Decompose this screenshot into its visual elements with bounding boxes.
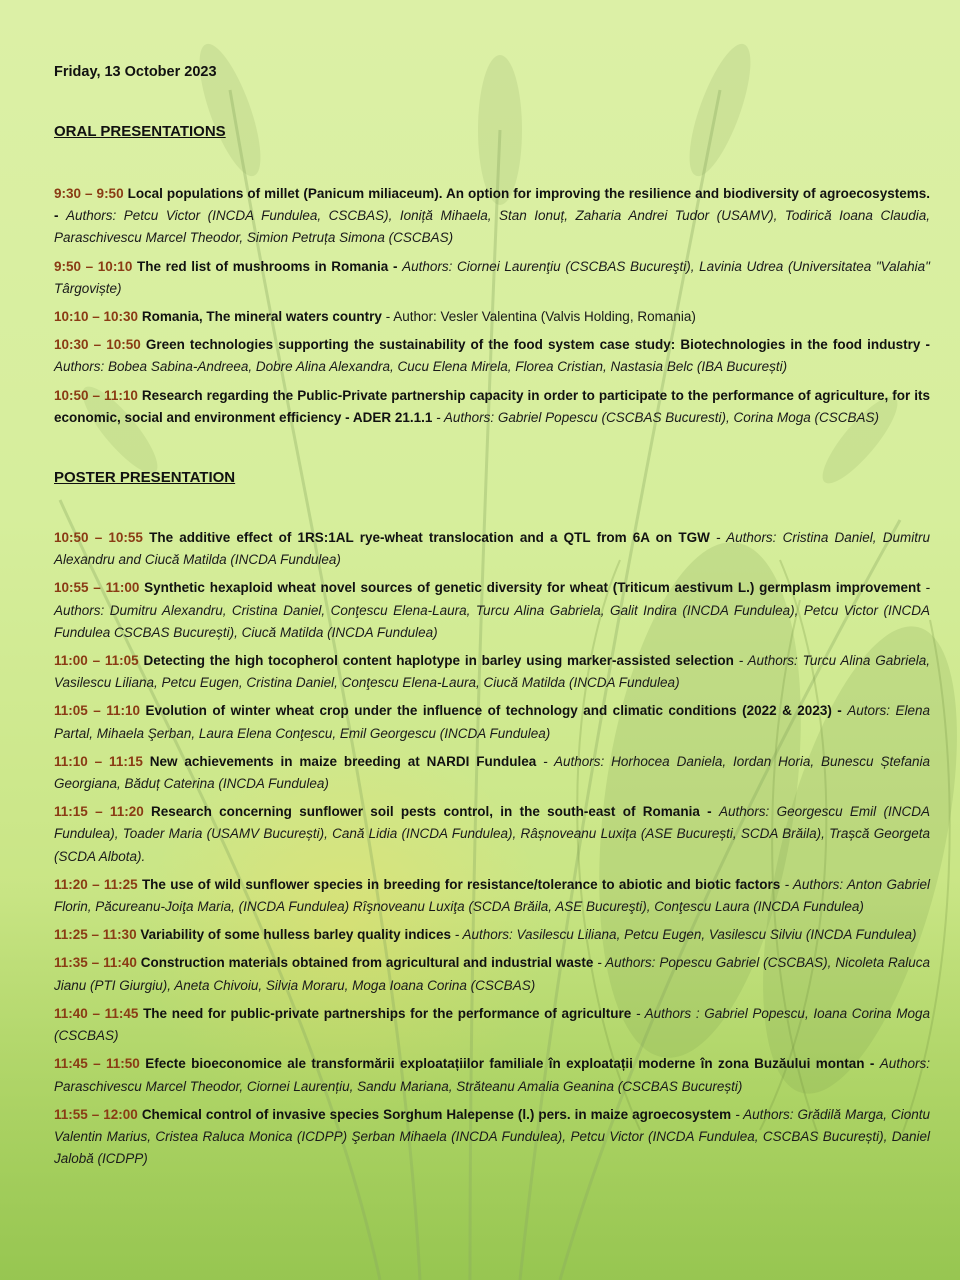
poster-authors: - Authors: Popescu Gabriel (CSCBAS), Nicoleta Raluca Jianu (PTI Giurgiu), Aneta Chivoiu, Silvia Moraru, Moga Ioana Corina (CSCBAS) — [54, 955, 931, 993]
poster-title: Detecting the high tocopherol content haplotype in barley using marker-assisted selection — [143, 653, 734, 669]
poster-authors: - Authors: Horhocea Daniela, Iordan Horia, Bunescu Ștefania Georgiana, Băduț Caterina (INCDA Fundulea) — [54, 753, 930, 792]
poster-item — [54, 924, 930, 946]
poster-authors: - Authors : Gabriel Popescu, Ioana Corina Moga (CSCBAS) — [54, 1005, 930, 1044]
oral-authors: Authors: Bobea Sabina-Andreea, Dobre Alina Alexandra, Cucu Elena Mirela, Florea Cristian, Nastasia Belc (IBA București) — [54, 359, 788, 375]
oral-authors: - Authors: Gabriel Popescu (CSCBAS Bucuresti), Corina Moga (CSCBAS) — [436, 409, 880, 425]
poster-time: 11:55 – 12:00 — [54, 1106, 138, 1122]
poster-time: 10:55 – 11:00 — [54, 580, 140, 596]
poster-time: 11:45 – 11:50 — [54, 1056, 140, 1072]
poster-time: 11:00 – 11:05 — [54, 653, 139, 669]
poster-title: Construction materials obtained from agricultural and industrial waste — [140, 955, 594, 971]
poster-item — [54, 650, 930, 694]
oral-presentations-heading: ORAL PRESENTATIONS — [54, 123, 226, 140]
oral-authors: Authors: Ciornei Laurenţiu (CSCBAS Bucureşti), Lavinia Udrea (Universitatea "Valahia" Târgoviște) — [54, 258, 930, 296]
schedule-page — [54, 56, 930, 1176]
poster-title: The use of wild sunflower species in breeding for resistance/tolerance to abiotic and biotic factors — [141, 876, 781, 892]
oral-title: Local populations of millet (Panicum miliaceum). An option for improving the resilience and biodiversity of agroecosystems. - — [54, 186, 930, 224]
poster-time: 11:25 – 11:30 — [54, 927, 137, 943]
oral-authors: - Author: Vesler Valentina (Valvis Holding, Romania) — [385, 309, 696, 325]
poster-presentation-heading: POSTER PRESENTATION — [54, 469, 236, 487]
poster-title: Efecte bioeconomice ale transformării exploatațiilor familiale în exploatații moderne în zona Buzăului montan - — [145, 1056, 875, 1072]
poster-authors: - Authors: Cristina Daniel, Dumitru Alexandru and Ciucă Matilda (INCDA Fundulea) — [54, 530, 930, 568]
poster-time: 11:15 – 11:20 — [54, 804, 144, 820]
oral-time: 9:50 – 10:10 — [54, 258, 133, 274]
oral-authors: Authors: Petcu Victor (INCDA Fundulea, CSCBAS), Ioniță Mihaela, Stan Ionuț, Zaharia Andrei Tudor (USAMV), Todirică Ioana Claudia, Paraschivescu Marcel Theodor, Simion Petruța Simona (CSCBAS) — [54, 208, 930, 246]
oral-item — [54, 385, 930, 429]
oral-title: Green technologies supporting the sustainability of the food system case study: Biotechnologies in the food industry - — [145, 337, 930, 353]
poster-authors: - Authors: Dumitru Alexandru, Cristina Daniel, Conţescu Elena-Laura, Turcu Alina Gabriela, Galit Indira (INCDA Fundulea), Petcu Victor (INCDA Fundulea CSCBAS București), Ciucă Matilda (INCDA Fundulea) — [54, 580, 930, 640]
poster-time: 11:40 – 11:45 — [54, 1005, 139, 1021]
poster-item — [54, 874, 930, 918]
poster-title: New achievements in maize breeding at NARDI Fundulea — [149, 753, 537, 769]
oral-time: 9:30 – 9:50 — [54, 186, 124, 201]
oral-presentations-list — [54, 183, 930, 429]
poster-title: Variability of some hulless barley quality indices — [140, 927, 451, 943]
poster-title: Evolution of winter wheat crop under the influence of technology and climatic conditions (2022 & 2023) - — [145, 703, 842, 719]
poster-item — [54, 700, 930, 744]
date-heading: Friday, 13 October 2023 — [54, 64, 217, 80]
poster-title: The additive effect of 1RS:1AL rye-wheat translocation and a QTL from 6A on TGW — [149, 530, 710, 546]
oral-title: Research regarding the Public-Private partnership capacity in order to participate to the performance of agriculture, for its economic, social and environment efficiency - ADER 21.1.1 — [54, 387, 930, 425]
oral-time: 10:30 – 10:50 — [54, 337, 141, 353]
poster-time: 11:05 – 11:10 — [54, 703, 140, 719]
poster-authors: - Authors: Anton Gabriel Florin, Păcureanu-Joiţa Maria, (INCDA Fundulea) Rîşnoveanu Luxiţa (SCDA Brăila, ASE Bucureşti), Conţescu Laura (INCDA Fundulea) — [54, 876, 930, 915]
poster-authors: Authors: Georgescu Emil (INCDA Fundulea), Toader Maria (USAMV București), Cană Lidia (INCDA Fundulea), Râșnoveanu Luxița (ASE București, SCDA Brăila), Trașcă Georgeta (SCDA Albota). — [54, 804, 930, 864]
poster-presentations-list — [54, 527, 930, 1170]
poster-item — [54, 577, 930, 644]
poster-title: Research concerning sunflower soil pests control, in the south-east of Romania - — [151, 804, 712, 820]
poster-authors: - Authors: Turcu Alina Gabriela, Vasilescu Liliana, Petcu Eugen, Cristina Daniel, Conţescu Elena-Laura, Ciucă Matilda (INCDA Fundulea) — [54, 653, 930, 691]
poster-title: Chemical control of invasive species Sorghum Halepense (l.) pers. in maize agroecosystem — [141, 1106, 732, 1122]
oral-item — [54, 334, 930, 378]
poster-item — [54, 1003, 930, 1047]
poster-title: The need for public-private partnerships for the performance of agriculture — [143, 1005, 632, 1021]
poster-item — [54, 952, 930, 996]
oral-item — [54, 306, 930, 328]
poster-item — [54, 1053, 930, 1097]
poster-authors: Authors: Paraschivescu Marcel Theodor, Ciornei Laurențiu, Sandu Mariana, Străteanu Amalia Geanina (CSCBAS București) — [54, 1056, 930, 1094]
poster-item — [54, 801, 930, 868]
oral-title: Romania, The mineral waters country — [141, 309, 382, 325]
poster-item — [54, 1104, 930, 1171]
poster-time: 11:35 – 11:40 — [54, 955, 137, 971]
oral-time: 10:10 – 10:30 — [54, 309, 139, 325]
poster-authors: Autors: Elena Partal, Mihaela Şerban, Laura Elena Conţescu, Emil Georgescu (INCDA Fundulea) — [54, 703, 930, 741]
poster-time: 11:20 – 11:25 — [54, 876, 138, 892]
oral-time: 10:50 – 11:10 — [54, 387, 138, 403]
poster-title: Synthetic hexaploid wheat novel sources of genetic diversity for wheat (Triticum aestivum L.) germplasm improvement — [144, 580, 921, 596]
poster-item — [54, 751, 930, 795]
poster-time: 11:10 – 11:15 — [54, 753, 143, 769]
poster-authors: - Authors: Vasilescu Liliana, Petcu Eugen, Vasilescu Silviu (INCDA Fundulea) — [454, 927, 917, 943]
oral-item — [54, 183, 930, 250]
poster-item — [54, 527, 930, 571]
poster-time: 10:50 – 10:55 — [54, 530, 143, 546]
poster-authors: - Authors: Grădilă Marga, Ciontu Valentin Marius, Cristea Raluca Monica (ICDPP) Şerban Mihaela (INCDA Fundulea), Petcu Victor (INCDA Fundulea, CSCBAS București), Daniel Jalobă (ICDPP) — [54, 1106, 930, 1167]
oral-item — [54, 256, 930, 300]
oral-title: The red list of mushrooms in Romania - — [136, 258, 398, 274]
